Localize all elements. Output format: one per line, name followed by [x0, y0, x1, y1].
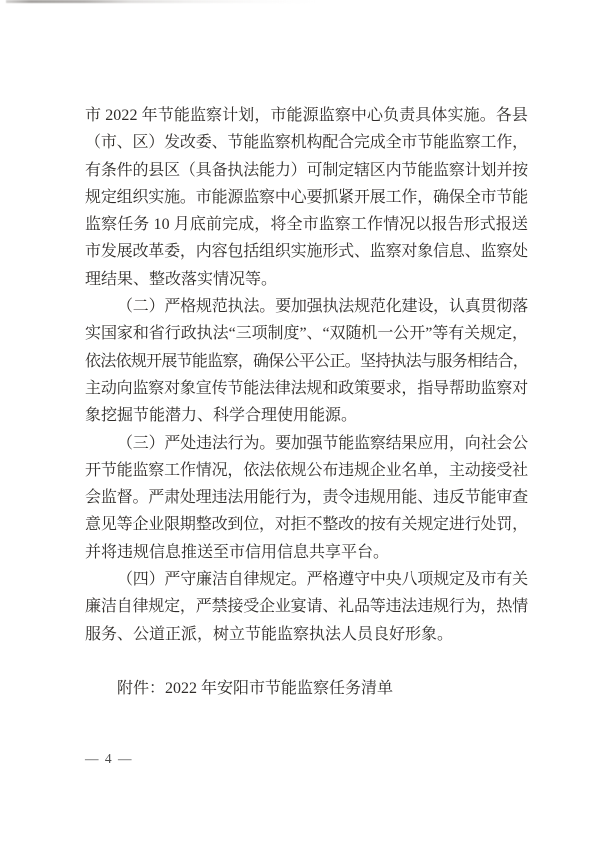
text-line: 并将违规信息推送至市信用信息共享平台。	[85, 543, 390, 561]
attachment-reference-line	[85, 675, 528, 702]
text-line: （二）严格规范执法。要加强执法规范化建设，认真贯彻落	[117, 298, 528, 316]
paragraph-3-punish-violations	[85, 430, 528, 566]
document-text-block	[85, 102, 528, 703]
scan-artifact-smudge	[6, 0, 316, 3]
text-line: 理结果、整改落实情况等。	[85, 270, 278, 288]
text-line: 开节能监察工作情况，依法依规公布违规企业名单，主动接受社	[85, 461, 528, 479]
text-line: 有条件的县区（具备执法能力）可制定辖区内节能监察计划并按	[85, 161, 528, 179]
text-line: （市、区）发改委、节能监察机构配合完成全市节能监察工作，	[85, 134, 528, 152]
text-line: （四）严守廉洁自律规定。严格遵守中央八项规定及市有关	[117, 571, 528, 589]
text-line: 市发展改革委，内容包括组织实施形式、监察对象信息、监察处	[85, 243, 528, 261]
text-line: 依法依规开展节能监察，确保公平公正。坚持执法与服务相结合，	[85, 352, 528, 370]
text-line: 实国家和省行政执法“三项制度”、“双随机一公开”等有关规定，	[85, 325, 528, 343]
paragraph-4-integrity-rules	[85, 566, 528, 648]
text-line: 主动向监察对象宣传节能法律法规和政策要求，指导帮助监察对	[85, 379, 528, 397]
text-line: 意见等企业限期整改到位，对拒不整改的按有关规定进行处罚，	[85, 516, 528, 534]
text-line: 会监督。严肃处理违法用能行为，责令违规用能、违反节能审查	[85, 489, 528, 507]
text-line: 规定组织实施。市能源监察中心要抓紧开展工作，确保全市节能	[85, 188, 528, 206]
text-line: 市 2022 年节能监察计划，市能源监察中心负责具体实施。各县	[85, 107, 528, 124]
text-line: 象挖掘节能潜力、科学合理使用能源。	[85, 407, 358, 425]
page-number: — 4 —	[85, 751, 133, 766]
text-line: 附件：2022 年安阳市节能监察任务清单	[117, 680, 394, 698]
text-line: 监察任务 10 月底前完成，将全市监察工作情况以报告形式报送	[85, 216, 528, 234]
text-line: 服务、公道正派，树立节能监察执法人员良好形象。	[85, 625, 454, 643]
paragraph-2-strict-standard-enforcement	[85, 293, 528, 429]
text-line: （三）严处违法行为。要加强节能监察结果应用，向社会公	[117, 434, 528, 452]
text-line: 廉洁自律规定，严禁接受企业宴请、礼品等违法违规行为，热情	[85, 598, 528, 616]
paragraph-1-continuation	[85, 102, 528, 293]
